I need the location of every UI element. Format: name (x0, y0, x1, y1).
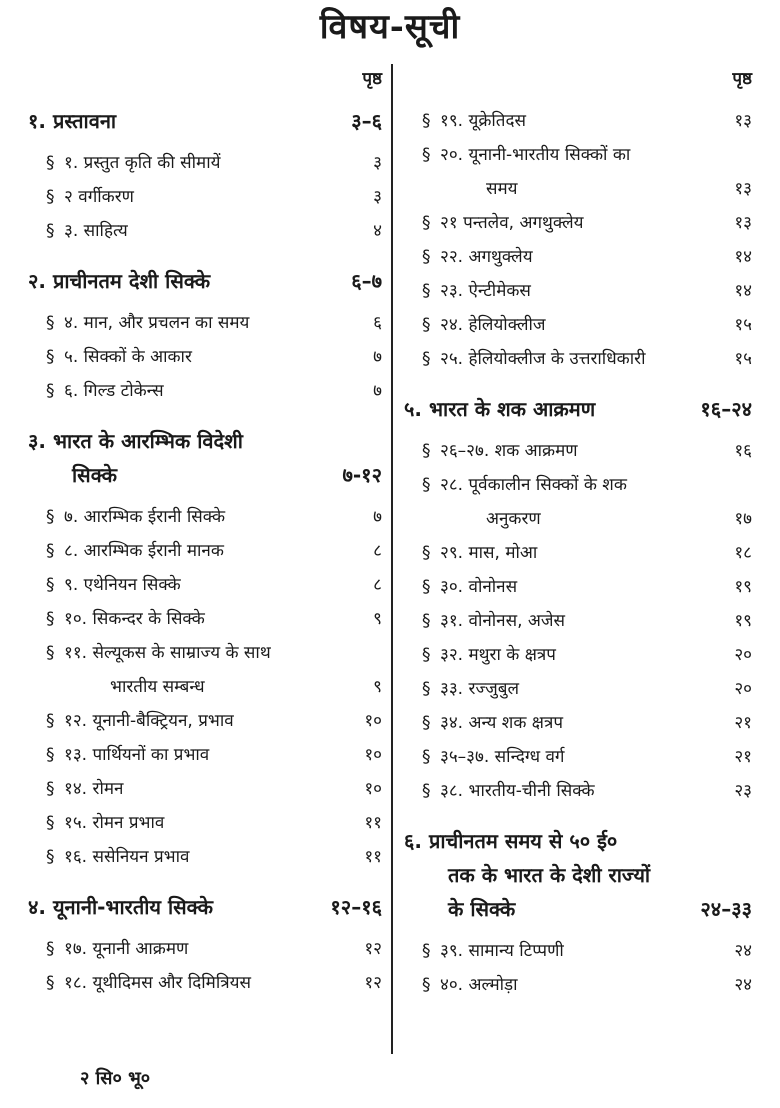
entry-title (64, 568, 352, 602)
toc-list-right (404, 104, 752, 1002)
entry-title (64, 806, 352, 840)
entry-title (64, 772, 352, 806)
entry-title-continuation: अनुकरण (486, 509, 541, 529)
entry-title (440, 240, 722, 274)
toc-entry (28, 806, 382, 840)
entry-page-number: १४ (734, 247, 752, 267)
entry-page-number: १२ (364, 973, 382, 993)
entry-page-number: २४ (734, 941, 752, 961)
entry-title (64, 374, 352, 408)
entry-title-line: २०. यूनानी-भारतीय सिक्कों का (440, 145, 631, 165)
chapter-page-range: ६–७ (351, 269, 382, 293)
section-symbol: § (422, 213, 431, 233)
toc-entry (28, 374, 382, 408)
chapter-page-range: ७-१२ (342, 463, 382, 487)
entry-page-number: २३ (734, 781, 752, 801)
entry-title-line: ३४. अन्य शक क्षत्रप (440, 713, 564, 733)
entry-title-line: ४. मान, और प्रचलन का समय (64, 313, 250, 333)
entry-title (440, 308, 722, 342)
toc-entry (404, 968, 752, 1002)
entry-page-number: ३ (373, 153, 382, 173)
entry-title (64, 840, 352, 874)
toc-entry (404, 706, 752, 740)
section-symbol: § (422, 111, 431, 131)
chapter-title-line: १. प्रस्तावना (28, 109, 117, 133)
entry-page-number: ११ (364, 847, 382, 867)
toc-entry (404, 274, 752, 308)
entry-title (64, 146, 352, 180)
chapter-page-range: १६–२४ (700, 397, 752, 421)
section-symbol: § (46, 643, 55, 663)
entry-title-line: १०. सिकन्दर के सिक्के (64, 609, 205, 629)
entry-title-line: १३. पार्थियनों का प्रभाव (64, 745, 210, 765)
entry-title (64, 704, 352, 738)
entry-title-line: ३३. रज्जुबुल (440, 679, 520, 699)
toc-entry (404, 740, 752, 774)
entry-title (64, 738, 352, 772)
toc-entry (404, 934, 752, 968)
chapter-title-line: ५. भारत के शक आक्रमण (404, 397, 596, 421)
entry-title (64, 500, 352, 534)
section-symbol: § (422, 645, 431, 665)
toc-entry (404, 308, 752, 342)
chapter-title-line: ३. भारत के आरम्भिक विदेशी (28, 429, 243, 453)
section-symbol: § (46, 507, 55, 527)
entry-title-line: ९. एथेनियन सिक्के (64, 575, 181, 595)
entry-title-line: ३५–३७. सन्दिग्ध वर्ग (440, 747, 565, 767)
section-symbol: § (422, 441, 431, 461)
toc-entry (28, 146, 382, 180)
entry-title (440, 468, 722, 536)
section-symbol: § (422, 611, 431, 631)
entry-title (440, 138, 722, 206)
chapter-title (28, 104, 345, 138)
entry-title (440, 342, 722, 376)
section-symbol: § (46, 779, 55, 799)
section-symbol: § (422, 577, 431, 597)
entry-page-number: ८ (373, 541, 382, 561)
entry-title (440, 934, 722, 968)
entry-title (440, 206, 722, 240)
entry-title-line: २५. हेलियोक्लीज के उत्तराधिकारी (440, 349, 646, 369)
entry-page-number: १० (364, 711, 382, 731)
entry-page-number: १९ (734, 611, 752, 631)
right-column (404, 64, 752, 1002)
entry-title-continuation: भारतीय सम्बन्ध (110, 677, 205, 697)
entry-title-line: ३०. वोनोनस (440, 577, 518, 597)
entry-title (440, 638, 722, 672)
section-symbol: § (46, 973, 55, 993)
entry-title-line: ५. सिक्कों के आकार (64, 347, 192, 367)
entry-title (64, 340, 352, 374)
entry-title (440, 434, 722, 468)
entry-page-number: १४ (734, 281, 752, 301)
entry-page-number: २० (734, 645, 752, 665)
entry-title-line: ४०. अल्मोड़ा (440, 975, 518, 995)
section-symbol: § (46, 939, 55, 959)
toc-entry (28, 500, 382, 534)
entry-title-line: १५. रोमन प्रभाव (64, 813, 165, 833)
section-symbol: § (46, 313, 55, 333)
footer-signature: २ सि० भू० (80, 1068, 151, 1089)
toc-entry (28, 932, 382, 966)
toc-entry (28, 602, 382, 636)
section-symbol: § (422, 543, 431, 563)
section-symbol: § (422, 315, 431, 335)
toc-chapter (28, 264, 382, 298)
entry-title (64, 180, 352, 214)
entry-title-line: ८. आरम्भिक ईरानी मानक (64, 541, 224, 561)
toc-entry (404, 672, 752, 706)
entry-title-line: १८. यूथीदिमस और दिमित्रियस (64, 973, 251, 993)
entry-page-number: ८ (373, 575, 382, 595)
entry-page-number: १६ (734, 441, 752, 461)
entry-page-number: १७ (734, 509, 752, 529)
toc-entry (28, 966, 382, 1000)
entry-page-number: ४ (373, 221, 382, 241)
section-symbol: § (46, 221, 55, 241)
page-title: विषय-सूची (319, 7, 461, 47)
entry-page-number: १३ (734, 213, 752, 233)
entry-title (440, 104, 722, 138)
toc-entry (404, 604, 752, 638)
toc-entry (28, 534, 382, 568)
toc-entry (28, 214, 382, 248)
page-column-label: पृष्ठ (362, 69, 382, 89)
entry-title-line: २८. पूर्वकालीन सिक्कों के शक (440, 475, 627, 495)
entry-title-line: १२. यूनानी-बैक्ट्रियन, प्रभाव (64, 711, 234, 731)
entry-title-line: ३८. भारतीय-चीनी सिक्के (440, 781, 595, 801)
entry-title (440, 740, 722, 774)
toc-list-left (28, 104, 382, 1000)
chapter-title-line: ४. यूनानी-भारतीय सिक्के (28, 895, 213, 919)
chapter-title-line: ६. प्राचीनतम समय से ५० ई० (404, 829, 618, 853)
toc-entry (404, 138, 752, 206)
section-symbol: § (46, 575, 55, 595)
section-symbol: § (46, 745, 55, 765)
chapter-title (28, 890, 324, 924)
toc-entry (28, 772, 382, 806)
toc-entry (28, 636, 382, 704)
toc-chapter (28, 890, 382, 924)
entry-title (440, 968, 722, 1002)
entry-title-line: ३१. वोनोनस, अजेस (440, 611, 566, 631)
entry-page-number: १२ (364, 939, 382, 959)
toc-chapter (404, 392, 752, 426)
entry-page-number: १० (364, 745, 382, 765)
entry-page-number: १९ (734, 577, 752, 597)
toc-entry (404, 104, 752, 138)
entry-title (64, 306, 352, 340)
toc-entry (404, 536, 752, 570)
toc-entry (28, 568, 382, 602)
entry-title (64, 534, 352, 568)
entry-title-line: ३. साहित्य (64, 221, 128, 241)
chapter-title-continuation: तक के भारत के देशी राज्यों (448, 863, 651, 887)
entry-title (440, 774, 722, 808)
entry-page-number: १० (364, 779, 382, 799)
chapter-title-continuation: के सिक्के (448, 897, 516, 921)
entry-page-number: १५ (734, 315, 752, 335)
section-symbol: § (46, 381, 55, 401)
toc-entry (404, 638, 752, 672)
chapter-title (28, 424, 336, 492)
chapter-title-line: २. प्राचीनतम देशी सिक्के (28, 269, 211, 293)
entry-page-number: ७ (373, 381, 382, 401)
section-symbol: § (422, 679, 431, 699)
chapter-title (404, 392, 694, 426)
chapter-page-range: १२–१६ (330, 895, 382, 919)
entry-title-line: २ वर्गीकरण (64, 187, 134, 207)
toc-entry (404, 240, 752, 274)
entry-page-number: ७ (373, 507, 382, 527)
toc-entry (404, 570, 752, 604)
entry-page-number: १५ (734, 349, 752, 369)
toc-chapter (404, 824, 752, 926)
entry-title-line: २९. मास, मोआ (440, 543, 538, 563)
chapter-title (404, 824, 694, 926)
entry-title-line: १. प्रस्तुत कृति की सीमायें (64, 153, 221, 173)
entry-title-line: १९. यूक्रेतिदस (440, 111, 527, 131)
entry-page-number: ९ (373, 677, 382, 697)
section-symbol: § (46, 711, 55, 731)
entry-title (64, 966, 352, 1000)
entry-title (64, 932, 352, 966)
entry-title (440, 570, 722, 604)
entry-title-line: ३२. मथुरा के क्षत्रप (440, 645, 556, 665)
entry-title (440, 672, 722, 706)
section-symbol: § (46, 609, 55, 629)
entry-title-line: २६–२७. शक आक्रमण (440, 441, 578, 461)
entry-title (440, 536, 722, 570)
entry-title-line: १७. यूनानी आक्रमण (64, 939, 189, 959)
entry-title (440, 706, 722, 740)
entry-page-number: ३ (373, 187, 382, 207)
toc-entry (28, 840, 382, 874)
entry-page-number: १८ (734, 543, 752, 563)
entry-title-line: ७. आरम्भिक ईरानी सिक्के (64, 507, 226, 527)
toc-entry (28, 738, 382, 772)
toc-entry (404, 342, 752, 376)
entry-title-line: २१ पन्तलेव, अगथुक्लेय (440, 213, 584, 233)
entry-page-number: २४ (734, 975, 752, 995)
section-symbol: § (422, 349, 431, 369)
entry-title-line: १६. ससेनियन प्रभाव (64, 847, 190, 867)
entry-title (440, 274, 722, 308)
section-symbol: § (46, 541, 55, 561)
toc-entry (28, 704, 382, 738)
section-symbol: § (422, 247, 431, 267)
entry-title-line: ११. सेल्यूकस के साम्राज्य के साथ (64, 643, 271, 663)
entry-page-number: २० (734, 679, 752, 699)
section-symbol: § (422, 747, 431, 767)
toc-chapter (28, 424, 382, 492)
chapter-page-range: २४–३३ (700, 897, 752, 921)
toc-entry (28, 306, 382, 340)
section-symbol: § (422, 713, 431, 733)
toc-chapter (28, 104, 382, 138)
entry-title-line: २२. अगथुक्लेय (440, 247, 533, 267)
page-column-label: पृष्ठ (732, 69, 752, 89)
chapter-title-continuation: सिक्के (72, 463, 117, 487)
entry-title (440, 604, 722, 638)
section-symbol: § (422, 781, 431, 801)
entry-title (64, 602, 352, 636)
entry-title (64, 636, 352, 704)
entry-title-line: २४. हेलियोक्लीज (440, 315, 546, 335)
section-symbol: § (46, 187, 55, 207)
left-column (28, 64, 382, 1000)
section-symbol: § (422, 475, 431, 495)
entry-title-line: २३. ऐन्टीमेकस (440, 281, 531, 301)
entry-page-number: २१ (734, 747, 752, 767)
entry-title (64, 214, 352, 248)
entry-page-number: ११ (364, 813, 382, 833)
toc-entry (404, 434, 752, 468)
column-divider (391, 64, 393, 1054)
section-symbol: § (46, 813, 55, 833)
entry-title-line: १४. रोमन (64, 779, 124, 799)
section-symbol: § (422, 145, 431, 165)
entry-page-number: ६ (373, 313, 382, 333)
section-symbol: § (422, 281, 431, 301)
entry-title-continuation: समय (486, 179, 518, 199)
entry-page-number: २१ (734, 713, 752, 733)
section-symbol: § (422, 975, 431, 995)
entry-page-number: ९ (373, 609, 382, 629)
chapter-page-range: ३–६ (351, 109, 382, 133)
toc-entry (404, 206, 752, 240)
chapter-title (28, 264, 345, 298)
entry-title-line: ३९. सामान्य टिप्पणी (440, 941, 564, 961)
entry-page-number: १३ (734, 179, 752, 199)
entry-page-number: १३ (734, 111, 752, 131)
entry-page-number: ७ (373, 347, 382, 367)
toc-entry (28, 180, 382, 214)
section-symbol: § (46, 847, 55, 867)
toc-entry (28, 340, 382, 374)
toc-entry (404, 468, 752, 536)
entry-title-line: ६. गिल्ड टोकेन्स (64, 381, 164, 401)
section-symbol: § (46, 347, 55, 367)
section-symbol: § (46, 153, 55, 173)
section-symbol: § (422, 941, 431, 961)
toc-entry (404, 774, 752, 808)
